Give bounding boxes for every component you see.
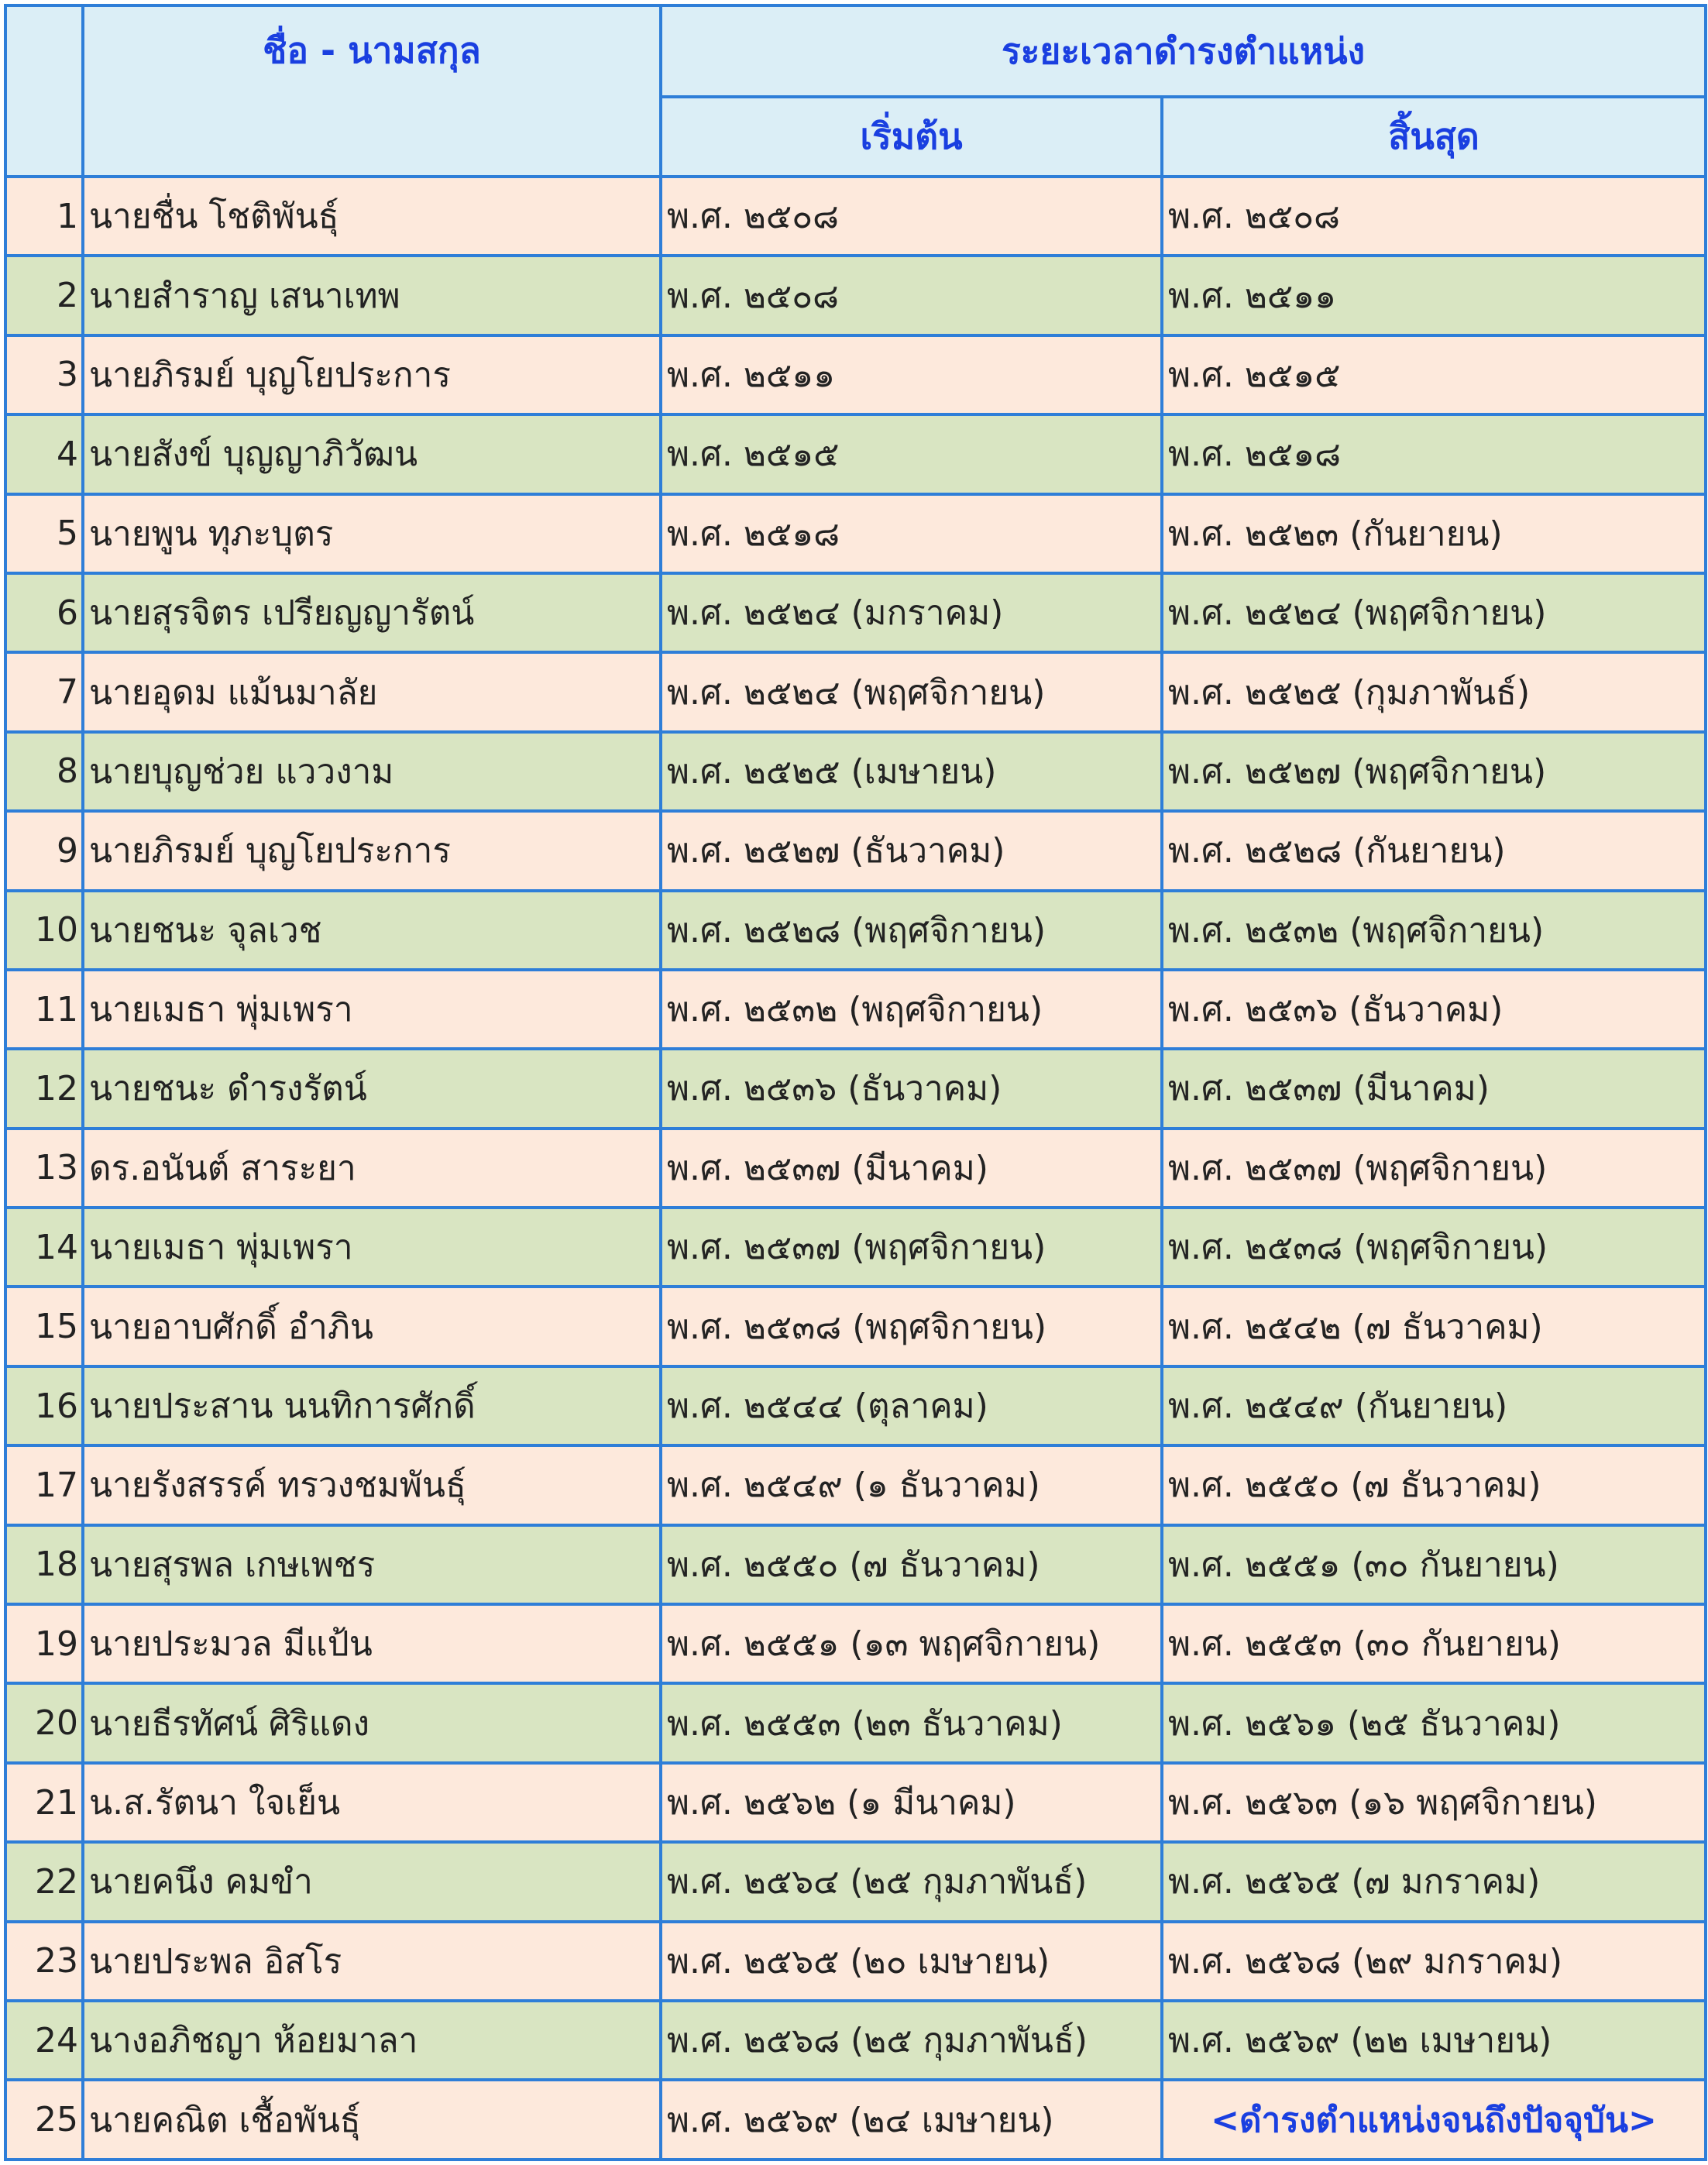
table-row bbox=[5, 1922, 1706, 2001]
term-end: พ.ศ. ๒๕๑๑ bbox=[1162, 256, 1706, 335]
director-name: นายชนะ จุลเวช bbox=[83, 891, 661, 970]
row-number: 3 bbox=[5, 335, 83, 414]
term-start: พ.ศ. ๒๕๓๘ (พฤศจิกายน) bbox=[661, 1287, 1162, 1366]
row-number: 1 bbox=[5, 177, 83, 256]
term-start: พ.ศ. ๒๕๑๕ bbox=[661, 414, 1162, 493]
director-name: นายประสาน นนทิการศักดิ์ bbox=[83, 1366, 661, 1445]
director-name: นายอุดม แม้นมาลัย bbox=[83, 652, 661, 731]
term-end: พ.ศ. ๒๕๔๒ (๗ ธันวาคม) bbox=[1162, 1287, 1706, 1366]
table-row bbox=[5, 1842, 1706, 1921]
director-name: นายคณิต เชื้อพันธุ์ bbox=[83, 2080, 661, 2159]
director-name: นายเมธา พุ่มเพรา bbox=[83, 1208, 661, 1287]
term-end: พ.ศ. ๒๕๖๙ (๒๒ เมษายน) bbox=[1162, 2001, 1706, 2080]
row-number: 20 bbox=[5, 1683, 83, 1762]
header-term: ระยะเวลาดำรงตำแหน่ง bbox=[661, 5, 1706, 97]
row-number: 11 bbox=[5, 970, 83, 1049]
term-end: พ.ศ. ๒๕๖๕ (๗ มกราคม) bbox=[1162, 1842, 1706, 1921]
director-name: นายคนึง คมขำ bbox=[83, 1842, 661, 1921]
term-end: พ.ศ. ๒๕๐๘ bbox=[1162, 177, 1706, 256]
table-row bbox=[5, 732, 1706, 811]
table-row bbox=[5, 1604, 1706, 1683]
row-number: 13 bbox=[5, 1129, 83, 1208]
row-number: 12 bbox=[5, 1049, 83, 1128]
term-start: พ.ศ. ๒๕๔๙ (๑ ธันวาคม) bbox=[661, 1445, 1162, 1524]
term-start: พ.ศ. ๒๕๖๔ (๒๕ กุมภาพันธ์) bbox=[661, 1842, 1162, 1921]
term-start: พ.ศ. ๒๕๒๕ (เมษายน) bbox=[661, 732, 1162, 811]
table-body bbox=[5, 177, 1706, 2160]
table-row bbox=[5, 2001, 1706, 2080]
table-row bbox=[5, 891, 1706, 970]
director-name: นายประพล อิสโร bbox=[83, 1922, 661, 2001]
row-number: 15 bbox=[5, 1287, 83, 1366]
header-start: เริ่มต้น bbox=[661, 97, 1162, 177]
table-row bbox=[5, 811, 1706, 890]
term-start: พ.ศ. ๒๕๖๕ (๒๐ เมษายน) bbox=[661, 1922, 1162, 2001]
term-start: พ.ศ. ๒๕๓๖ (ธันวาคม) bbox=[661, 1049, 1162, 1128]
term-end: พ.ศ. ๒๕๒๔ (พฤศจิกายน) bbox=[1162, 573, 1706, 652]
term-end: พ.ศ. ๒๕๒๗ (พฤศจิกายน) bbox=[1162, 732, 1706, 811]
table-row bbox=[5, 1525, 1706, 1604]
table-row bbox=[5, 573, 1706, 652]
director-name: นายชื่น โชติพันธุ์ bbox=[83, 177, 661, 256]
row-number: 21 bbox=[5, 1763, 83, 1842]
director-name: นายภิรมย์ บุญโยประการ bbox=[83, 335, 661, 414]
term-end: พ.ศ. ๒๕๓๖ (ธันวาคม) bbox=[1162, 970, 1706, 1049]
term-end: พ.ศ. ๒๕๑๕ bbox=[1162, 335, 1706, 414]
director-name: นายบุญช่วย แววงาม bbox=[83, 732, 661, 811]
director-name: นายชนะ ดำรงรัตน์ bbox=[83, 1049, 661, 1128]
director-name: นายอาบศักดิ์ อำภิน bbox=[83, 1287, 661, 1366]
table-row bbox=[5, 335, 1706, 414]
term-start: พ.ศ. ๒๕๖๙ (๒๔ เมษายน) bbox=[661, 2080, 1162, 2159]
director-name: นายเมธา พุ่มเพรา bbox=[83, 970, 661, 1049]
row-number: 19 bbox=[5, 1604, 83, 1683]
term-end: <ดำรงตำแหน่งจนถึงปัจจุบัน> bbox=[1162, 2080, 1706, 2159]
director-name: นายสังข์ บุญญาภิวัฒน bbox=[83, 414, 661, 493]
director-name: นายประมวล มีแป้น bbox=[83, 1604, 661, 1683]
term-end: พ.ศ. ๒๕๖๑ (๒๕ ธันวาคม) bbox=[1162, 1683, 1706, 1762]
term-start: พ.ศ. ๒๕๒๔ (พฤศจิกายน) bbox=[661, 652, 1162, 731]
director-name: นางอภิชญา ห้อยมาลา bbox=[83, 2001, 661, 2080]
term-start: พ.ศ. ๒๕๓๗ (พฤศจิกายน) bbox=[661, 1208, 1162, 1287]
director-name: นายสุรพล เกษเพชร bbox=[83, 1525, 661, 1604]
director-name: นายสำราญ เสนาเทพ bbox=[83, 256, 661, 335]
row-number: 24 bbox=[5, 2001, 83, 2080]
row-number: 8 bbox=[5, 732, 83, 811]
row-number: 22 bbox=[5, 1842, 83, 1921]
term-end: พ.ศ. ๒๕๒๘ (กันยายน) bbox=[1162, 811, 1706, 890]
row-number: 10 bbox=[5, 891, 83, 970]
header-number-cell bbox=[5, 5, 83, 177]
term-end: พ.ศ. ๒๕๓๗ (พฤศจิกายน) bbox=[1162, 1129, 1706, 1208]
table-row bbox=[5, 1208, 1706, 1287]
term-start: พ.ศ. ๒๕๓๒ (พฤศจิกายน) bbox=[661, 970, 1162, 1049]
term-end: พ.ศ. ๒๕๓๒ (พฤศจิกายน) bbox=[1162, 891, 1706, 970]
row-number: 6 bbox=[5, 573, 83, 652]
directors-table-wrapper bbox=[4, 4, 1704, 2161]
row-number: 2 bbox=[5, 256, 83, 335]
term-end: พ.ศ. ๒๕๒๕ (กุมภาพันธ์) bbox=[1162, 652, 1706, 731]
term-start: พ.ศ. ๒๕๕๑ (๑๓ พฤศจิกายน) bbox=[661, 1604, 1162, 1683]
term-start: พ.ศ. ๒๕๐๘ bbox=[661, 256, 1162, 335]
term-start: พ.ศ. ๒๕๔๔ (ตุลาคม) bbox=[661, 1366, 1162, 1445]
row-number: 7 bbox=[5, 652, 83, 731]
term-end: พ.ศ. ๒๕๑๘ bbox=[1162, 414, 1706, 493]
table-row bbox=[5, 1366, 1706, 1445]
term-end: พ.ศ. ๒๕๕๐ (๗ ธันวาคม) bbox=[1162, 1445, 1706, 1524]
header-name: ชื่อ - นามสกุล bbox=[83, 5, 661, 177]
director-name: นายสุรจิตร เปรียญญารัตน์ bbox=[83, 573, 661, 652]
table-row bbox=[5, 494, 1706, 573]
term-start: พ.ศ. ๒๕๑๑ bbox=[661, 335, 1162, 414]
term-start: พ.ศ. ๒๕๖๘ (๒๕ กุมภาพันธ์) bbox=[661, 2001, 1162, 2080]
term-start: พ.ศ. ๒๕๖๒ (๑ มีนาคม) bbox=[661, 1763, 1162, 1842]
table-row bbox=[5, 970, 1706, 1049]
row-number: 4 bbox=[5, 414, 83, 493]
row-number: 23 bbox=[5, 1922, 83, 2001]
term-start: พ.ศ. ๒๕๒๘ (พฤศจิกายน) bbox=[661, 891, 1162, 970]
row-number: 16 bbox=[5, 1366, 83, 1445]
table-row bbox=[5, 652, 1706, 731]
director-name: ดร.อนันต์ สาระยา bbox=[83, 1129, 661, 1208]
director-name: นายพูน ทุภะบุตร bbox=[83, 494, 661, 573]
header-end: สิ้นสุด bbox=[1162, 97, 1706, 177]
term-end: พ.ศ. ๒๕๖๘ (๒๙ มกราคม) bbox=[1162, 1922, 1706, 2001]
director-name: น.ส.รัตนา ใจเย็น bbox=[83, 1763, 661, 1842]
term-start: พ.ศ. ๒๕๕๓ (๒๓ ธันวาคม) bbox=[661, 1683, 1162, 1762]
row-number: 25 bbox=[5, 2080, 83, 2159]
term-end: พ.ศ. ๒๕๒๓ (กันยายน) bbox=[1162, 494, 1706, 573]
term-start: พ.ศ. ๒๕๒๗ (ธันวาคม) bbox=[661, 811, 1162, 890]
term-end: พ.ศ. ๒๕๓๗ (มีนาคม) bbox=[1162, 1049, 1706, 1128]
table-row bbox=[5, 1445, 1706, 1524]
term-end: พ.ศ. ๒๕๔๙ (กันยายน) bbox=[1162, 1366, 1706, 1445]
header-row-top bbox=[5, 5, 1706, 97]
row-number: 5 bbox=[5, 494, 83, 573]
table-row bbox=[5, 2080, 1706, 2159]
table-row bbox=[5, 1287, 1706, 1366]
term-end: พ.ศ. ๒๕๓๘ (พฤศจิกายน) bbox=[1162, 1208, 1706, 1287]
term-start: พ.ศ. ๒๕๒๔ (มกราคม) bbox=[661, 573, 1162, 652]
row-number: 9 bbox=[5, 811, 83, 890]
table-row bbox=[5, 256, 1706, 335]
directors-table bbox=[4, 4, 1707, 2161]
term-start: พ.ศ. ๒๕๑๘ bbox=[661, 494, 1162, 573]
term-start: พ.ศ. ๒๕๕๐ (๗ ธันวาคม) bbox=[661, 1525, 1162, 1604]
table-row bbox=[5, 1763, 1706, 1842]
term-end: พ.ศ. ๒๕๕๑ (๓๐ กันยายน) bbox=[1162, 1525, 1706, 1604]
director-name: นายรังสรรค์ ทรวงชมพันธุ์ bbox=[83, 1445, 661, 1524]
table-row bbox=[5, 414, 1706, 493]
table-row bbox=[5, 1683, 1706, 1762]
director-name: นายภิรมย์ บุญโยประการ bbox=[83, 811, 661, 890]
director-name: นายธีรทัศน์ ศิริแดง bbox=[83, 1683, 661, 1762]
term-end: พ.ศ. ๒๕๖๓ (๑๖ พฤศจิกายน) bbox=[1162, 1763, 1706, 1842]
term-start: พ.ศ. ๒๕๐๘ bbox=[661, 177, 1162, 256]
term-start: พ.ศ. ๒๕๓๗ (มีนาคม) bbox=[661, 1129, 1162, 1208]
row-number: 14 bbox=[5, 1208, 83, 1287]
table-row bbox=[5, 1129, 1706, 1208]
row-number: 18 bbox=[5, 1525, 83, 1604]
table-header bbox=[5, 5, 1706, 177]
term-end: พ.ศ. ๒๕๕๓ (๓๐ กันยายน) bbox=[1162, 1604, 1706, 1683]
row-number: 17 bbox=[5, 1445, 83, 1524]
table-row bbox=[5, 177, 1706, 256]
table-row bbox=[5, 1049, 1706, 1128]
